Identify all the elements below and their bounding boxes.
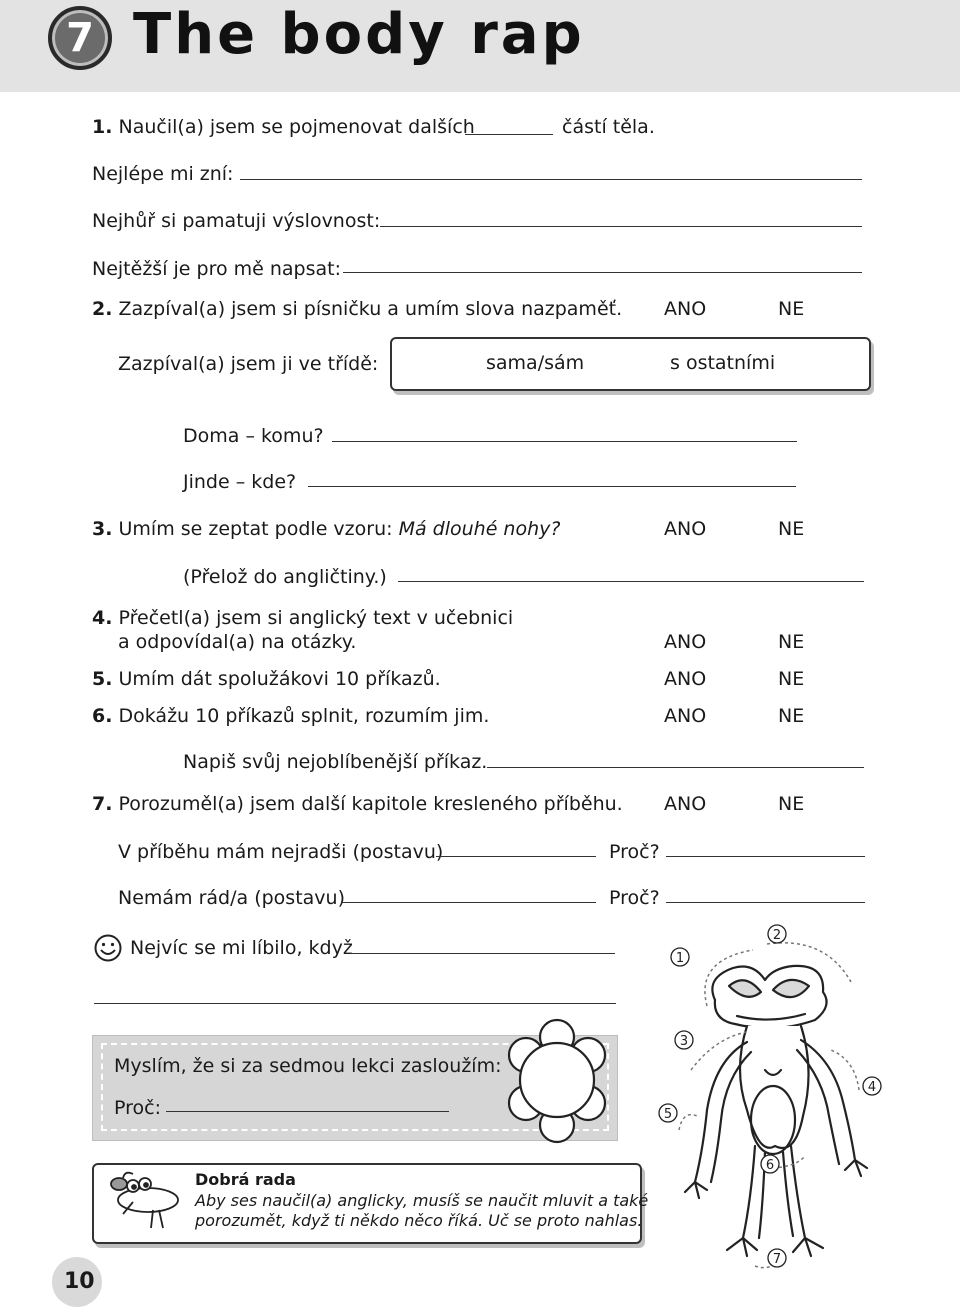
why-blank-1[interactable] xyxy=(666,856,865,857)
page-title: The body rap xyxy=(133,2,585,67)
tip-line-2: porozumět, když ti někdo něco říká. Uč se proto nahlas. xyxy=(195,1211,643,1230)
frog-illustration xyxy=(655,920,915,1275)
frog-label-1: 1 xyxy=(675,951,685,966)
q1-count-blank[interactable] xyxy=(465,134,553,135)
q7-no[interactable]: NE xyxy=(778,793,805,815)
hardest-pronounce-blank[interactable] xyxy=(380,226,862,227)
hardest-write-label: Nejtěžší je pro mě napsat: xyxy=(92,258,342,280)
page-number: 10 xyxy=(64,1269,95,1294)
q7-text: Porozuměl(a) jsem další kapitole kresleného příběhu. xyxy=(118,793,623,815)
elsewhere-label: Jinde – kde? xyxy=(183,471,297,493)
elsewhere-blank[interactable] xyxy=(308,486,796,487)
best-sounding-blank[interactable] xyxy=(240,179,862,180)
cartoon-character-icon xyxy=(103,1168,187,1234)
sing-choice-box xyxy=(390,337,871,391)
q7-row xyxy=(92,793,623,815)
q4-row xyxy=(92,607,513,629)
frog-label-5: 5 xyxy=(663,1107,673,1122)
q4-line1: Přečetl(a) jsem si anglický text v učebnici xyxy=(118,607,514,629)
q5-number: 5. xyxy=(92,668,113,690)
home-blank[interactable] xyxy=(332,441,797,442)
in-class-label: Zazpíval(a) jsem ji ve třídě: xyxy=(118,353,379,375)
tip-title: Dobrá rada xyxy=(195,1170,296,1189)
q1-number: 1. xyxy=(92,116,113,138)
q5-no[interactable]: NE xyxy=(778,668,805,690)
q7-number: 7. xyxy=(92,793,113,815)
liked-most-label: Nejvíc se mi líbilo, když xyxy=(130,937,353,959)
q6-number: 6. xyxy=(92,705,113,727)
frog-label-3: 3 xyxy=(679,1034,689,1049)
unit-number-badge: 7 xyxy=(48,6,112,70)
frog-label-2: 2 xyxy=(772,928,782,943)
q6-row xyxy=(92,705,489,727)
q2-text: Zazpíval(a) jsem si písničku a umím slova nazpaměť. xyxy=(118,298,623,320)
frog-label-4: 4 xyxy=(867,1080,877,1095)
home-label: Doma – komu? xyxy=(183,425,324,447)
reward-why-label: Proč: xyxy=(114,1097,161,1119)
disliked-character-blank[interactable] xyxy=(341,902,596,903)
translate-blank[interactable] xyxy=(398,581,864,582)
q3-text: Umím se zeptat podle vzoru: xyxy=(118,518,393,540)
q7-yes[interactable]: ANO xyxy=(664,793,707,815)
q2-yes[interactable]: ANO xyxy=(664,298,707,320)
reward-why-blank[interactable] xyxy=(166,1111,449,1112)
why-label-1: Proč? xyxy=(609,841,660,863)
favourite-character-label: V příběhu mám nejradši (postavu) xyxy=(118,841,444,863)
hardest-pronounce-label: Nejhůř si pamatuji výslovnost: xyxy=(92,210,381,232)
favourite-blank[interactable] xyxy=(487,767,864,768)
q2-number: 2. xyxy=(92,298,113,320)
favourite-character-blank[interactable] xyxy=(436,856,596,857)
reward-label: Myslím, že si za sedmou lekci zasloužím: xyxy=(114,1055,502,1077)
q4-number: 4. xyxy=(92,607,113,629)
q5-text: Umím dát spolužákovi 10 příkazů. xyxy=(118,668,441,690)
why-label-2: Proč? xyxy=(609,887,660,909)
q5-row xyxy=(92,668,441,690)
tip-line-1: Aby ses naučil(a) anglicky, musíš se naučit mluvit a také xyxy=(195,1191,649,1210)
q5-yes[interactable]: ANO xyxy=(664,668,707,690)
q3-row xyxy=(92,518,560,540)
q6-yes[interactable]: ANO xyxy=(664,705,707,727)
q1-text: Naučil(a) jsem se pojmenovat dalších xyxy=(118,116,475,138)
translate-label: (Přelož do angličtiny.) xyxy=(183,566,387,588)
liked-most-blank[interactable] xyxy=(350,953,615,954)
frog-label-6: 6 xyxy=(765,1158,775,1173)
flower-icon xyxy=(504,1017,610,1150)
q6-text: Dokážu 10 příkazů splnit, rozumím jim. xyxy=(118,705,490,727)
frog-label-7: 7 xyxy=(772,1252,782,1267)
q6-no[interactable]: NE xyxy=(778,705,805,727)
disliked-character-label: Nemám rád/a (postavu) xyxy=(118,887,345,909)
liked-most-blank-2[interactable] xyxy=(94,1003,616,1004)
hardest-write-blank[interactable] xyxy=(343,272,862,273)
option-alone[interactable]: sama/sám xyxy=(486,352,585,374)
option-others[interactable]: s ostatními xyxy=(670,352,776,374)
q4-no[interactable]: NE xyxy=(778,631,805,653)
q4-yes[interactable]: ANO xyxy=(664,631,707,653)
q3-number: 3. xyxy=(92,518,113,540)
why-blank-2[interactable] xyxy=(666,902,865,903)
favourite-label: Napiš svůj nejoblíbenější příkaz. xyxy=(183,751,488,773)
q2-row xyxy=(92,298,622,320)
q4-line2: a odpovídal(a) na otázky. xyxy=(118,631,357,653)
q2-no[interactable]: NE xyxy=(778,298,805,320)
best-sounding-label: Nejlépe mi zní: xyxy=(92,163,234,185)
q1-row xyxy=(92,116,475,138)
q1-text-after: částí těla. xyxy=(562,116,655,138)
smiley-icon xyxy=(93,933,123,963)
q3-example: Má dlouhé nohy? xyxy=(398,518,561,540)
q3-yes[interactable]: ANO xyxy=(664,518,707,540)
q3-no[interactable]: NE xyxy=(778,518,805,540)
